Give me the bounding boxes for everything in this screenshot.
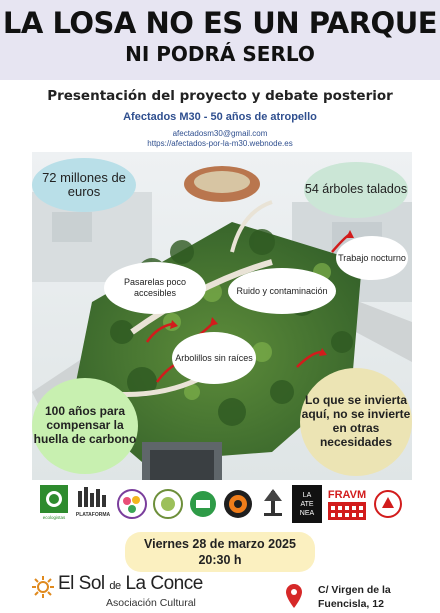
logo-10 [372,485,404,523]
contact-email[interactable]: afectadosm30@gmail.com [172,129,268,138]
event-title: Presentación del proyecto y debate posterior [47,88,393,104]
main-title: LA LOSA NO ES UN PARQUE [2,6,438,40]
fravm-logo [326,485,368,523]
svg-text:LA: LA [302,492,312,499]
svg-text:NEA: NEA [299,510,315,517]
event-time: 20:30 h [198,553,242,567]
callout-money: 72 millones de euros [32,158,136,212]
supporter-logos [38,485,408,523]
logo-6 [222,485,254,523]
ecologistas-logo [38,485,70,523]
logo-4 [152,485,184,523]
address-line-1: C/ Virgen de la [318,584,391,596]
callout-carbon: 100 años para compensar la huella de carbono [32,378,138,474]
svg-text:ecologistas: ecologistas [42,515,66,520]
callout-walkways: Pasarelas poco accesibles [104,262,206,314]
organizer-name: El Sol de La Conce [58,573,203,594]
svg-text:PLATAFORMA: PLATAFORMA [75,512,111,518]
callout-noise: Ruido y contaminación [228,268,336,314]
plataforma-logo [74,485,112,523]
callout-investment: Lo que se invierta aquí, no se invierte en otras necesidades [300,368,412,476]
callout-trees: 54 árboles talados [304,162,408,218]
callout-night-work: Trabajo nocturno [336,236,408,280]
la-atenea-logo [292,485,322,523]
callout-shrubs: Arbolillos sin raíces [172,332,256,384]
contact-website[interactable]: https://afectados-por-la-m30.webnode.es [147,139,293,148]
svg-text:FRAVM: FRAVM [327,489,367,501]
project-render-image [32,152,412,480]
logo-7 [258,485,288,523]
svg-text:ATE: ATE [300,501,314,508]
group-name: Afectados M30 - 50 años de atropello [123,111,317,123]
event-date: Viernes 28 de marzo 2025 [144,537,296,551]
organizer-subtitle: Asociación Cultural [106,597,196,609]
main-subtitle: NI PODRÁ SERLO [125,42,315,66]
location-pin-icon [286,584,302,608]
address-line-2: Fuencisla, 12 [318,598,384,610]
logo-5 [188,485,218,523]
sun-logo-icon [32,576,54,598]
logo-3 [116,485,148,523]
